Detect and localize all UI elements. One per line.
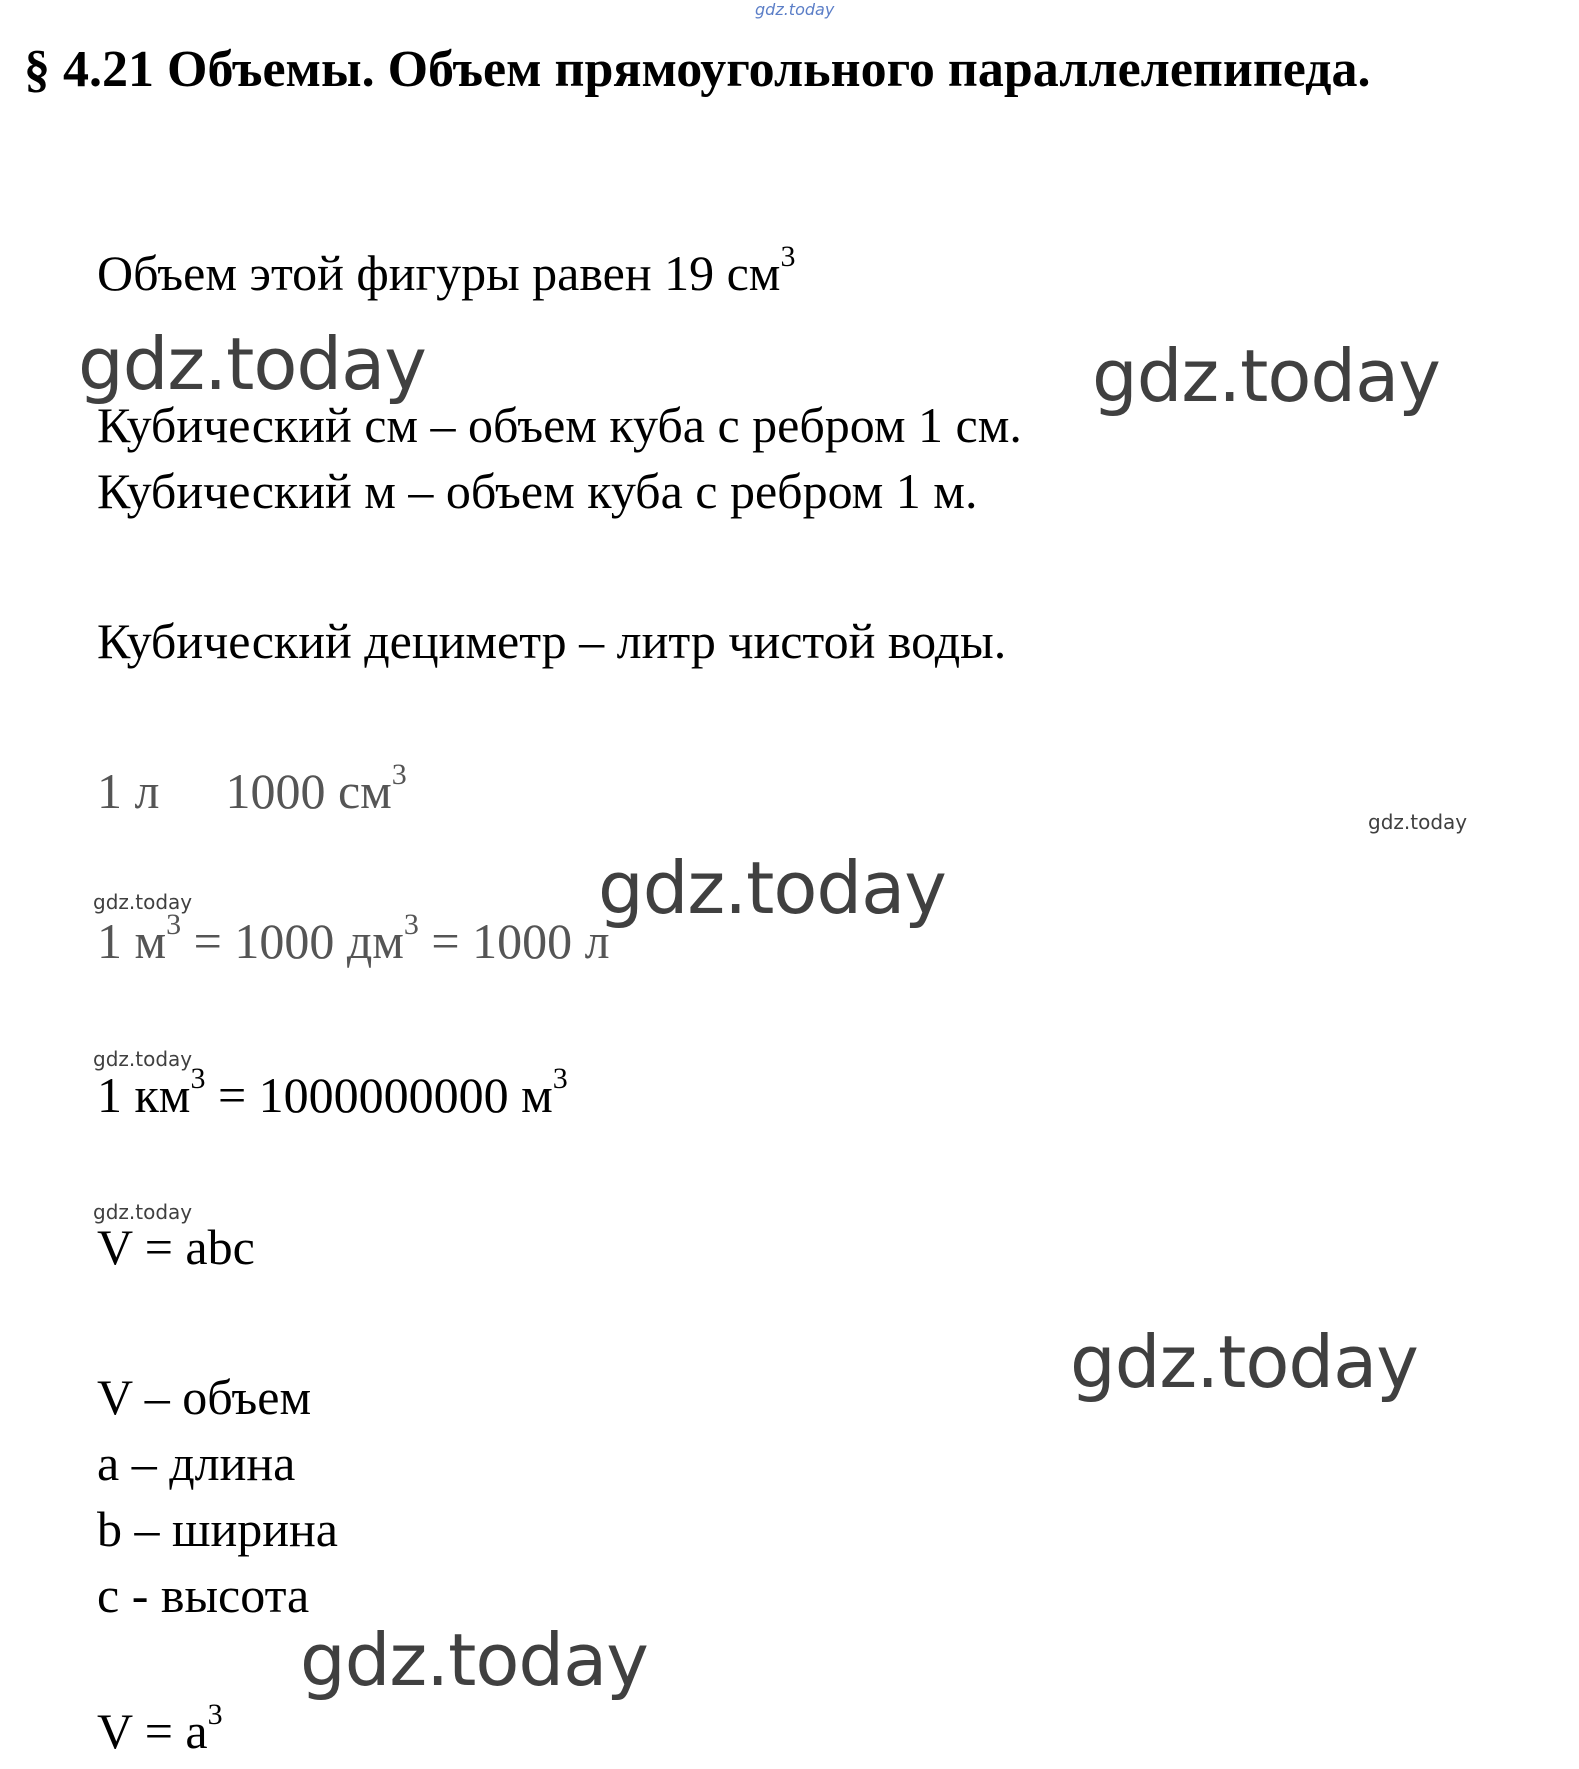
definition-cubic-dm: Кубический дециметр – литр чистой воды.: [97, 613, 1007, 669]
equation-part: = 1000 л: [418, 913, 610, 969]
equation-part: 1 км: [97, 1067, 191, 1123]
watermark: gdz.today: [1092, 334, 1440, 418]
definition-cubic-cm: Кубический см – объем куба с ребром 1 см.: [97, 397, 1022, 453]
equation-part: 1 л: [97, 763, 160, 819]
superscript: 3: [190, 1062, 206, 1096]
watermark: gdz.today: [93, 1200, 193, 1224]
legend-width: b – ширина: [97, 1501, 338, 1557]
equation-part: = 1000000000 м: [205, 1067, 553, 1123]
watermark: gdz.today: [93, 1047, 193, 1071]
superscript: 3: [207, 1698, 223, 1732]
superscript: 3: [403, 908, 419, 942]
legend-volume: V – объем: [97, 1369, 312, 1425]
volume-statement: [97, 240, 796, 302]
watermark: gdz.today: [755, 0, 835, 19]
superscript: 3: [391, 758, 407, 792]
superscript: 3: [552, 1062, 568, 1096]
page-title: § 4.21 Объемы. Объем прямоугольного параллелепипеда.: [24, 41, 1371, 98]
watermark: gdz.today: [1070, 1320, 1418, 1404]
equation-part: V = a: [97, 1703, 208, 1759]
watermark: gdz.today: [78, 322, 426, 406]
equation-part: 1000 см: [225, 763, 392, 819]
watermark: gdz.today: [93, 890, 193, 914]
volume-statement-text: Объем этой фигуры равен 19 см: [97, 245, 781, 301]
watermark: gdz.today: [300, 1618, 648, 1702]
watermark: gdz.today: [1368, 810, 1468, 834]
legend-length: a – длина: [97, 1435, 296, 1491]
equation-part: = 1000 дм: [181, 913, 404, 969]
formula-cube-volume: [97, 1698, 223, 1760]
watermark: gdz.today: [598, 846, 946, 930]
definition-cubic-m: Кубический м – объем куба с ребром 1 м.: [97, 463, 978, 519]
legend-height: c - высота: [97, 1567, 310, 1623]
formula-volume: V = abc: [97, 1219, 255, 1275]
superscript: 3: [780, 240, 796, 274]
equation-part: 1 м: [97, 913, 167, 969]
equation-cubic-meter: [97, 908, 610, 970]
equation-cubic-km: [97, 1062, 568, 1124]
superscript: 3: [166, 908, 182, 942]
equation-liter: [97, 758, 407, 820]
